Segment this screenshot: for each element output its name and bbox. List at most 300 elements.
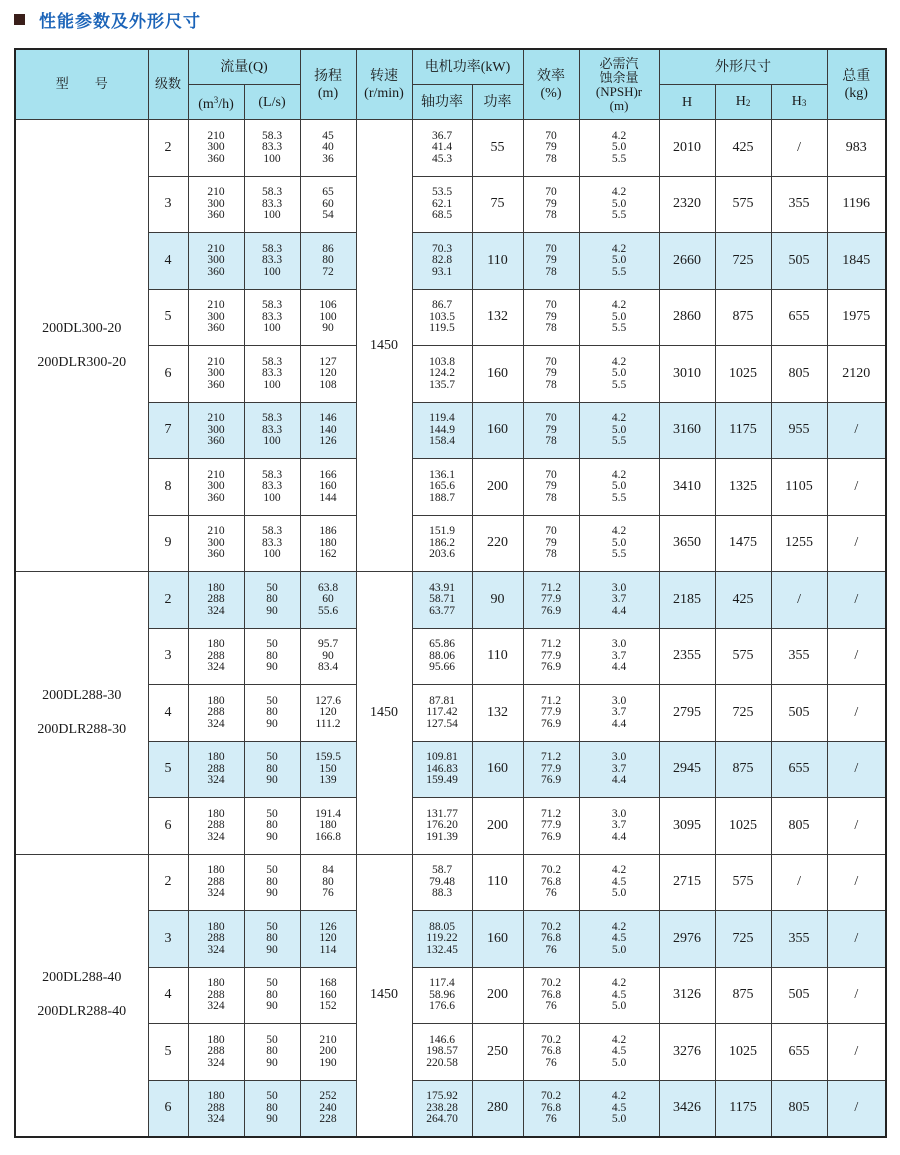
- flow-ls-cell-value: 50: [266, 751, 278, 763]
- shaft-power-cell-value: 176.20: [426, 819, 458, 831]
- square-bullet-icon: [14, 14, 25, 25]
- npsh-cell-value: 4.2: [611, 920, 627, 933]
- power-cell: 132: [472, 289, 523, 346]
- head-cell-value: 83.4: [317, 661, 339, 673]
- flow-m3h-cell: [188, 967, 244, 1024]
- section-title-text: 性能参数及外形尺寸: [39, 11, 201, 32]
- stage-cell: 4: [148, 685, 188, 742]
- shaft-power-cell-value: 127.54: [426, 717, 458, 730]
- flow-ls-cell-value: 50: [266, 1090, 278, 1102]
- weight-cell: /: [827, 685, 886, 742]
- shaft-power-cell-value: 36.7: [431, 129, 453, 142]
- power-cell: 110: [472, 854, 523, 911]
- head-cell: [300, 911, 356, 968]
- flow-m3h-cell-value: 324: [207, 1056, 225, 1069]
- header-npsh-line4: (m): [609, 97, 629, 113]
- power-cell: 200: [472, 459, 523, 516]
- npsh-cell-value: 5.0: [611, 1113, 627, 1125]
- flow-m3h-cell-value: 288: [207, 932, 225, 944]
- efficiency-cell: [523, 967, 579, 1024]
- npsh-cell: [579, 289, 659, 346]
- flow-m3h-cell-value: 324: [207, 1113, 225, 1125]
- shaft-power-cell: [412, 459, 472, 516]
- shaft-power-cell: [412, 176, 472, 233]
- weight-cell: /: [827, 459, 886, 516]
- header-flow-m3h: [188, 85, 244, 120]
- flow-m3h-cell-value: 288: [207, 875, 225, 888]
- dim-h2-cell: 725: [715, 685, 771, 742]
- head-cell-value: 146: [319, 412, 337, 424]
- efficiency-cell-value: 76: [545, 1056, 557, 1069]
- header-npsh-line2: 蚀余量: [599, 69, 639, 85]
- shaft-power-cell-value: 119.4: [429, 412, 455, 424]
- flow-m3h-cell: [188, 289, 244, 346]
- power-cell: 55: [472, 120, 523, 177]
- efficiency-cell-value: 78: [545, 378, 557, 391]
- npsh-cell-value: 5.0: [611, 1056, 627, 1069]
- npsh-cell-value: 4.2: [611, 186, 627, 198]
- dim-h3-cell: 355: [771, 911, 827, 968]
- npsh-cell-value: 3.0: [611, 694, 627, 707]
- shaft-power-cell-value: 79.48: [429, 875, 455, 888]
- flow-ls-cell-value: 83.3: [261, 536, 283, 549]
- header-dim-h2: [715, 85, 771, 120]
- head-cell-value: 228: [319, 1113, 337, 1125]
- dim-h2-cell: 875: [715, 289, 771, 346]
- header-model: 型 号: [15, 49, 148, 120]
- header-dim-h: H: [659, 85, 715, 120]
- head-cell-value: 120: [319, 706, 337, 718]
- table-body: [15, 120, 886, 1138]
- efficiency-cell-value: 70: [545, 299, 557, 311]
- head-cell: [300, 346, 356, 403]
- efficiency-cell: [523, 854, 579, 911]
- header-speed-unit: (r/min): [364, 85, 404, 101]
- power-cell: 220: [472, 515, 523, 572]
- flow-m3h-cell-value: 360: [207, 548, 225, 560]
- dim-h2-cell: 725: [715, 233, 771, 290]
- npsh-cell-value: 5.5: [611, 548, 627, 560]
- dim-h2-cell: 1175: [715, 402, 771, 459]
- head-cell-value: 159.5: [315, 751, 341, 763]
- flow-ls-cell: [244, 1080, 300, 1137]
- flow-ls-cell-value: 58.3: [261, 468, 283, 481]
- head-cell-value: 72: [322, 265, 334, 278]
- weight-cell: 1975: [827, 289, 886, 346]
- efficiency-cell-value: 76: [545, 1000, 557, 1012]
- head-cell-value: 162: [319, 548, 337, 560]
- flow-m3h-cell-value: 210: [207, 468, 225, 481]
- flow-m3h-cell-value: 210: [207, 355, 225, 368]
- flow-m3h-cell-value: 360: [207, 265, 225, 278]
- efficiency-cell-value: 76.9: [540, 717, 562, 730]
- npsh-cell-value: 3.0: [611, 807, 627, 820]
- shaft-power-cell-value: 117.42: [426, 706, 458, 718]
- shaft-power-cell: [412, 515, 472, 572]
- stage-cell: 2: [148, 120, 188, 177]
- efficiency-cell-value: 76.9: [540, 774, 562, 786]
- flow-ls-cell-value: 100: [263, 265, 281, 278]
- efficiency-cell: [523, 120, 579, 177]
- npsh-cell-value: 4.2: [611, 977, 627, 989]
- flow-m3h-cell-value: 300: [207, 423, 225, 436]
- power-cell: 132: [472, 685, 523, 742]
- shaft-power-cell-value: 62.1: [431, 197, 453, 210]
- shaft-power-cell: [412, 685, 472, 742]
- head-cell: [300, 402, 356, 459]
- head-cell-value: 126: [319, 920, 337, 933]
- table-header: [15, 49, 886, 120]
- npsh-cell-value: 4.2: [611, 1090, 627, 1102]
- header-efficiency-unit: (%): [540, 85, 562, 101]
- efficiency-cell-value: 70: [545, 355, 557, 368]
- head-cell: [300, 120, 356, 177]
- flow-m3h-cell-value: 180: [207, 1033, 225, 1046]
- weight-cell: /: [827, 1024, 886, 1081]
- efficiency-cell-value: 77.9: [540, 819, 562, 831]
- weight-cell: /: [827, 854, 886, 911]
- weight-cell: /: [827, 572, 886, 629]
- efficiency-cell-value: 70: [545, 412, 557, 424]
- npsh-cell-value: 5.5: [611, 435, 627, 447]
- flow-ls-cell: [244, 515, 300, 572]
- efficiency-cell: [523, 798, 579, 855]
- shaft-power-cell-value: 95.66: [429, 661, 455, 673]
- dim-h3-cell: 505: [771, 685, 827, 742]
- flow-ls-cell-value: 58.3: [261, 355, 283, 368]
- npsh-cell-value: 4.2: [611, 355, 627, 368]
- flow-m3h-cell-value: 324: [207, 717, 225, 730]
- efficiency-cell-value: 70.2: [540, 1033, 562, 1046]
- head-cell-value: 180: [319, 819, 337, 831]
- npsh-cell: [579, 459, 659, 516]
- shaft-power-cell-value: 58.7: [431, 864, 453, 876]
- model-cell: [15, 120, 148, 572]
- dim-h3-cell: 655: [771, 741, 827, 798]
- flow-ls-cell: [244, 120, 300, 177]
- stage-cell: 3: [148, 911, 188, 968]
- efficiency-cell-value: 76: [545, 1113, 557, 1125]
- efficiency-cell: [523, 741, 579, 798]
- head-cell-value: 106: [319, 299, 337, 311]
- shaft-power-cell-value: 165.6: [429, 480, 455, 492]
- dim-h-cell: 3650: [659, 515, 715, 572]
- shaft-power-cell-value: 186.2: [429, 536, 455, 549]
- header-motor-power: 电机功率(kW): [412, 49, 523, 85]
- shaft-power-cell-value: 131.77: [426, 807, 458, 820]
- head-cell-value: 86: [322, 242, 334, 255]
- efficiency-cell-value: 76.9: [540, 661, 562, 673]
- shaft-power-cell-value: 109.81: [426, 751, 458, 763]
- flow-ls-cell: [244, 572, 300, 629]
- model-name: 200DL288-30: [42, 687, 122, 703]
- head-cell: [300, 289, 356, 346]
- flow-m3h-cell-value: 180: [207, 920, 225, 933]
- head-cell: [300, 515, 356, 572]
- head-cell-value: 139: [319, 774, 337, 786]
- flow-ls-cell-value: 83.3: [261, 254, 283, 266]
- header-weight-label: 总重: [842, 68, 871, 84]
- power-cell: 200: [472, 798, 523, 855]
- flow-m3h-cell: [188, 572, 244, 629]
- shaft-power-cell-value: 103.8: [429, 355, 455, 368]
- dim-h-cell: 2185: [659, 572, 715, 629]
- npsh-cell-value: 5.0: [611, 943, 627, 956]
- h2-sub: 2: [745, 97, 751, 108]
- npsh-cell-value: 4.2: [611, 1033, 627, 1046]
- flow-ls-cell: [244, 685, 300, 742]
- dim-h2-cell: 725: [715, 911, 771, 968]
- power-cell: 75: [472, 176, 523, 233]
- efficiency-cell-value: 76.8: [540, 875, 562, 888]
- shaft-power-cell: [412, 289, 472, 346]
- flow-m3h-cell: [188, 628, 244, 685]
- flow-ls-cell-value: 50: [266, 638, 278, 650]
- weight-cell: /: [827, 1080, 886, 1137]
- efficiency-cell: [523, 1024, 579, 1081]
- flow-m3h-cell: [188, 346, 244, 403]
- flow-ls-cell-value: 80: [266, 762, 278, 775]
- efficiency-cell-value: 76: [545, 887, 557, 899]
- efficiency-cell-value: 76.9: [540, 830, 562, 843]
- dim-h2-cell: 1025: [715, 346, 771, 403]
- flow-m3h-cell-value: 360: [207, 209, 225, 221]
- head-cell-value: 152: [319, 1000, 337, 1012]
- efficiency-cell-value: 70.2: [540, 920, 562, 933]
- dim-h3-cell: 805: [771, 1080, 827, 1137]
- flow-ls-cell: [244, 233, 300, 290]
- flow-m3h-cell-value: 288: [207, 1045, 225, 1057]
- npsh-cell-value: 4.5: [611, 1045, 627, 1057]
- head-cell-value: 54: [322, 209, 334, 221]
- npsh-cell-value: 5.0: [611, 197, 627, 210]
- head-cell-value: 200: [319, 1045, 337, 1057]
- head-cell-value: 166.8: [315, 830, 341, 843]
- efficiency-cell-value: 76.8: [540, 1045, 562, 1057]
- flow-ls-cell-value: 90: [266, 887, 278, 899]
- npsh-cell-value: 5.5: [611, 322, 627, 334]
- header-speed-label: 转速: [370, 68, 398, 84]
- npsh-cell: [579, 233, 659, 290]
- npsh-cell-value: 4.2: [611, 525, 627, 537]
- shaft-power-cell-value: 151.9: [429, 525, 455, 537]
- flow-ls-cell-value: 83.3: [261, 480, 283, 492]
- flow-m3h-cell-value: 288: [207, 988, 225, 1001]
- flow-m3h-cell-value: 360: [207, 491, 225, 504]
- npsh-cell-value: 3.7: [611, 762, 627, 775]
- head-cell-value: 65: [322, 186, 334, 198]
- shaft-power-cell-value: 203.6: [429, 548, 455, 560]
- dim-h2-cell: 875: [715, 741, 771, 798]
- npsh-cell-value: 5.0: [611, 423, 627, 436]
- flow-ls-cell-value: 90: [266, 943, 278, 956]
- flow-ls-cell-value: 100: [263, 548, 281, 560]
- dim-h3-cell: 805: [771, 346, 827, 403]
- flow-m3h-cell-value: 300: [207, 254, 225, 266]
- power-cell: 90: [472, 572, 523, 629]
- table-row: [15, 572, 886, 629]
- flow-ls-cell-value: 58.3: [261, 129, 283, 142]
- model-name: 200DLR288-30: [37, 721, 127, 737]
- flow-m3h-cell-value: 360: [207, 378, 225, 391]
- stage-cell: 6: [148, 798, 188, 855]
- head-cell-value: 144: [319, 491, 337, 504]
- flow-m3h-cell-value: 300: [207, 141, 225, 153]
- npsh-cell: [579, 967, 659, 1024]
- shaft-power-cell-value: 158.4: [429, 435, 455, 447]
- npsh-cell: [579, 628, 659, 685]
- head-cell-value: 166: [319, 468, 337, 481]
- stage-cell: 3: [148, 628, 188, 685]
- head-cell-value: 45: [322, 129, 334, 142]
- dim-h2-cell: 1025: [715, 1024, 771, 1081]
- dim-h-cell: 3126: [659, 967, 715, 1024]
- flow-ls-cell: [244, 346, 300, 403]
- efficiency-cell-value: 76.8: [540, 988, 562, 1001]
- efficiency-cell: [523, 346, 579, 403]
- head-cell: [300, 176, 356, 233]
- flow-m3h-cell-value: 180: [207, 807, 225, 820]
- npsh-cell-value: 5.5: [611, 378, 627, 391]
- header-efficiency: [523, 49, 579, 120]
- shaft-power-cell: [412, 1024, 472, 1081]
- header-npsh-line3: (NPSH)r: [595, 83, 643, 99]
- npsh-cell: [579, 798, 659, 855]
- npsh-cell-value: 4.2: [611, 412, 627, 424]
- shaft-power-cell-value: 88.3: [431, 887, 453, 899]
- efficiency-cell-value: 76.8: [540, 932, 562, 944]
- head-cell-value: 90: [322, 649, 334, 662]
- weight-cell: /: [827, 515, 886, 572]
- flow-m3h-cell: [188, 798, 244, 855]
- npsh-cell-value: 4.2: [611, 864, 627, 876]
- shaft-power-cell-value: 53.5: [431, 186, 453, 198]
- head-cell-value: 80: [322, 254, 334, 266]
- stage-cell: 7: [148, 402, 188, 459]
- stage-cell: 8: [148, 459, 188, 516]
- flow-ls-cell-value: 80: [266, 649, 278, 662]
- weight-cell: /: [827, 798, 886, 855]
- model-name: 200DLR300-20: [37, 354, 127, 370]
- efficiency-cell-value: 79: [545, 310, 557, 323]
- head-cell: [300, 741, 356, 798]
- efficiency-cell-value: 79: [545, 367, 557, 379]
- header-flow-label: 流量(Q): [220, 59, 268, 75]
- stage-cell: 4: [148, 233, 188, 290]
- weight-cell: 2120: [827, 346, 886, 403]
- dim-h-cell: 3276: [659, 1024, 715, 1081]
- dim-h-cell: 2320: [659, 176, 715, 233]
- shaft-power-cell-value: 87.81: [429, 694, 455, 707]
- shaft-power-cell-value: 63.77: [429, 604, 455, 617]
- efficiency-cell-value: 79: [545, 141, 557, 153]
- dim-h2-cell: 575: [715, 854, 771, 911]
- flow-ls-cell: [244, 798, 300, 855]
- shaft-power-cell-value: 220.58: [426, 1056, 458, 1069]
- model-cell: [15, 854, 148, 1137]
- power-cell: 280: [472, 1080, 523, 1137]
- flow-m3h-cell-value: 180: [207, 751, 225, 763]
- dim-h3-cell: 1105: [771, 459, 827, 516]
- dim-h-cell: 2660: [659, 233, 715, 290]
- head-cell-value: 114: [319, 943, 337, 956]
- shaft-power-cell: [412, 798, 472, 855]
- head-cell-value: 120: [319, 932, 337, 944]
- efficiency-cell-value: 70: [545, 242, 557, 255]
- npsh-cell-value: 4.4: [611, 661, 627, 673]
- head-cell-value: 127.6: [315, 694, 341, 707]
- flow-ls-cell-value: 83.3: [261, 367, 283, 379]
- flow-m3h-cell-value: 180: [207, 977, 225, 989]
- shaft-power-cell-value: 43.91: [429, 581, 455, 594]
- efficiency-cell-value: 70: [545, 129, 557, 142]
- head-cell-value: 120: [319, 367, 337, 379]
- head-cell-value: 60: [322, 197, 334, 210]
- flow-ls-cell-value: 83.3: [261, 141, 283, 153]
- dim-h-cell: 3410: [659, 459, 715, 516]
- npsh-cell-value: 4.5: [611, 1101, 627, 1114]
- dim-h2-cell: 1475: [715, 515, 771, 572]
- flow-ls-cell-value: 80: [266, 706, 278, 718]
- shaft-power-cell: [412, 346, 472, 403]
- npsh-cell-value: 4.5: [611, 988, 627, 1001]
- h2-base: H: [735, 93, 746, 109]
- shaft-power-cell-value: 58.96: [429, 988, 455, 1001]
- shaft-power-cell: [412, 854, 472, 911]
- head-cell-value: 55.6: [317, 604, 339, 617]
- shaft-power-cell: [412, 572, 472, 629]
- power-cell: 200: [472, 967, 523, 1024]
- flow-m3h-cell-value: 288: [207, 649, 225, 662]
- efficiency-cell-value: 77.9: [540, 649, 562, 662]
- dim-h3-cell: 805: [771, 798, 827, 855]
- efficiency-cell: [523, 911, 579, 968]
- header-npsh-line1: 必需汽: [599, 55, 639, 71]
- header-power: 功率: [472, 85, 523, 120]
- flow-m3h-cell: [188, 911, 244, 968]
- efficiency-cell-value: 76.9: [540, 604, 562, 617]
- dim-h3-cell: /: [771, 854, 827, 911]
- shaft-power-cell-value: 238.28: [426, 1101, 458, 1114]
- shaft-power-cell-value: 175.92: [426, 1090, 458, 1102]
- npsh-cell-value: 4.2: [611, 129, 627, 142]
- flow-ls-cell-value: 80: [266, 1101, 278, 1114]
- shaft-power-cell-value: 68.5: [431, 209, 453, 221]
- power-cell: 160: [472, 402, 523, 459]
- header-dimensions: 外形尺寸: [659, 49, 827, 85]
- dim-h3-cell: 655: [771, 1024, 827, 1081]
- efficiency-cell-value: 76: [545, 943, 557, 956]
- npsh-cell-value: 4.2: [611, 299, 627, 311]
- dim-h-cell: 2860: [659, 289, 715, 346]
- npsh-cell-value: 4.4: [611, 717, 627, 730]
- dim-h3-cell: 355: [771, 176, 827, 233]
- shaft-power-cell-value: 144.9: [429, 423, 455, 436]
- efficiency-cell-value: 79: [545, 254, 557, 266]
- efficiency-cell-value: 78: [545, 265, 557, 278]
- npsh-cell: [579, 346, 659, 403]
- efficiency-cell-value: 79: [545, 536, 557, 549]
- shaft-power-cell-value: 198.57: [426, 1045, 458, 1057]
- header-weight: [827, 49, 886, 120]
- flow-ls-cell-value: 58.3: [261, 412, 283, 424]
- head-cell-value: 36: [322, 152, 334, 165]
- shaft-power-cell-value: 58.71: [429, 593, 455, 605]
- stage-cell: 6: [148, 346, 188, 403]
- flow-m3h-cell-value: 360: [207, 152, 225, 165]
- shaft-power-cell: [412, 911, 472, 968]
- flow-m3h-cell-value: 300: [207, 197, 225, 210]
